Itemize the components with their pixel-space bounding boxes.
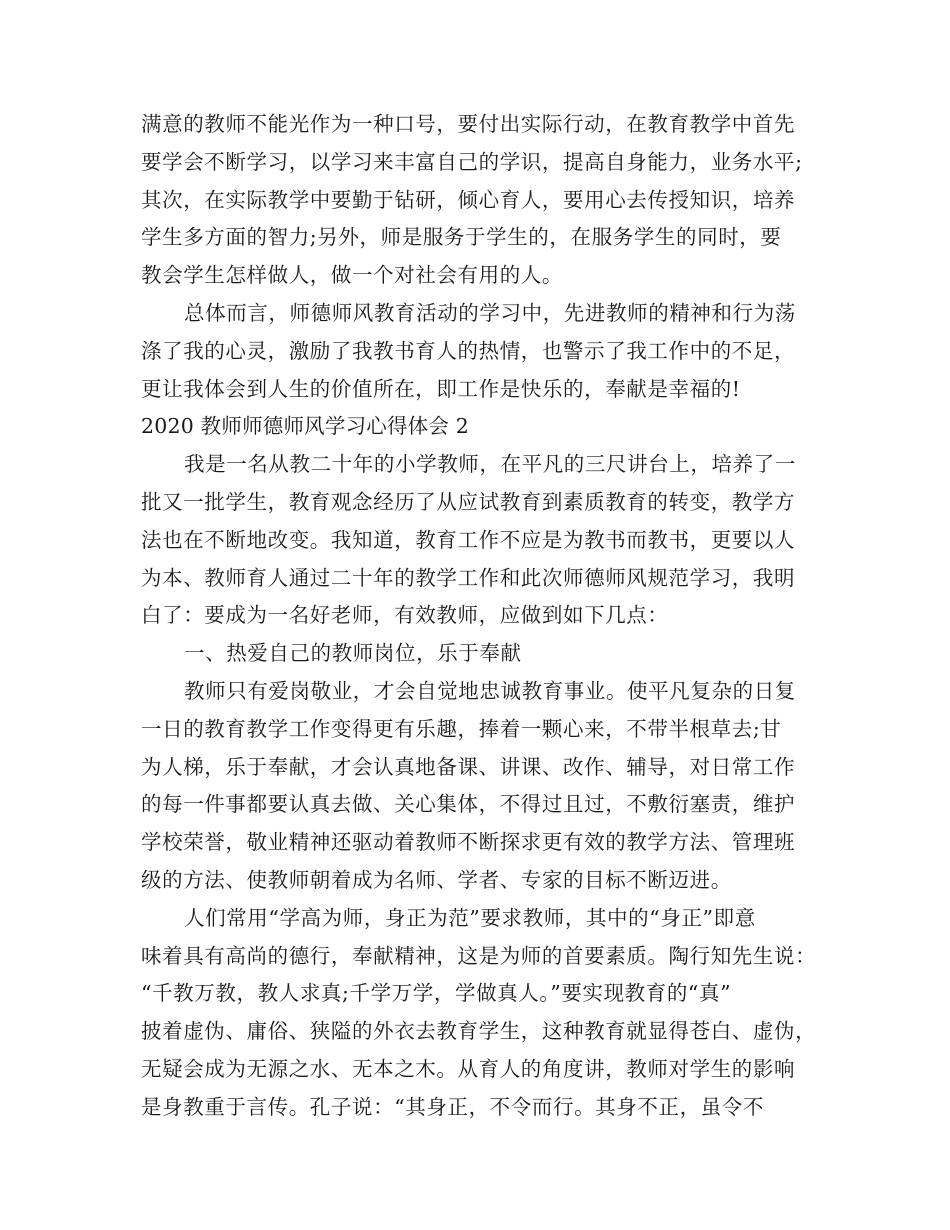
text-line: 其次，在实际教学中要勤于钻研，倾心育人，要用心去传授知识，培养 xyxy=(141,187,796,212)
text-line: 学校荣誉，敬业精神还驱动着教师不断探求更有效的教学方法、管理班 xyxy=(141,830,796,855)
document-body xyxy=(141,106,831,1127)
text-line: 级的方法、使教师朝着成为名师、学者、专家的目标不断迈进。 xyxy=(141,867,732,892)
paragraph-start-line: 我是一名从教二十年的小学教师，在平凡的三尺讲台上，培养了一 xyxy=(184,452,796,477)
text-line: 白了：要成为一名好老师，有效教师，应做到如下几点： xyxy=(141,603,669,628)
text-line: 的每一件事都要认真去做、关心集体，不得过且过，不敷衍塞责，维护 xyxy=(141,792,796,817)
section-title: 2020 教师师德师风学习心得体会 2 xyxy=(141,414,470,439)
text-line: 涤了我的心灵，激励了我教书育人的热情，也警示了我工作中的不足， xyxy=(141,338,796,363)
text-line: 为人梯，乐于奉献，才会认真地备课、讲课、改作、辅导，对日常工作 xyxy=(141,754,796,779)
text-line: 一日的教育教学工作变得更有乐趣，捧着一颗心来，不带半根草去;甘 xyxy=(141,716,782,741)
paragraph-start-line: 人们常用“学高为师，身正为范”要求教师，其中的“身正”即意 xyxy=(184,905,756,930)
text-line: 学生多方面的智力;另外，师是服务于学生的，在服务学生的同时，要 xyxy=(141,225,782,250)
text-line: 法也在不断地改变。我知道，教育工作不应是为教书而教书，更要以人 xyxy=(141,527,796,552)
text-line: 更让我体会到人生的价值所在，即工作是快乐的，奉献是幸福的! xyxy=(141,376,741,401)
subsection-heading: 一、热爱自己的教师岗位，乐于奉献 xyxy=(184,641,522,666)
text-line: 批又一批学生，教育观念经历了从应试教育到素质教育的转变，教学方 xyxy=(141,489,796,514)
text-line: 为本、教师育人通过二十年的教学工作和此次师德师风规范学习，我明 xyxy=(141,565,796,590)
paragraph-start-line: 教师只有爱岗敬业，才会自觉地忠诚教育事业。使平凡复杂的日复 xyxy=(184,678,796,703)
text-line: 满意的教师不能光作为一种口号，要付出实际行动，在教育教学中首先 xyxy=(141,112,796,136)
paragraph-start-line: 总体而言，师德师风教育活动的学习中，先进教师的精神和行为荡 xyxy=(184,300,796,325)
text-line: 无疑会成为无源之水、无本之木。从育人的角度讲，教师对学生的影响 xyxy=(141,1056,796,1081)
text-line: 味着具有高尚的德行，奉献精神，这是为师的首要素质。陶行知先生说： xyxy=(141,943,817,968)
text-line: 披着虚伪、庸俗、狭隘的外衣去教育学生，这种教育就显得苍白、虚伪， xyxy=(141,1019,817,1044)
text-line: 要学会不断学习，以学习来丰富自己的学识，提高自身能力，业务水平; xyxy=(141,149,803,174)
text-line: 是身教重于言传。孔子说：“其身正，不令而行。其身不正，虽令不 xyxy=(141,1094,764,1119)
text-line: “千教万教，教人求真;千学万学，学做真人。”要实现教育的“真” xyxy=(141,981,732,1006)
text-line: 教会学生怎样做人，做一个对社会有用的人。 xyxy=(141,263,563,288)
